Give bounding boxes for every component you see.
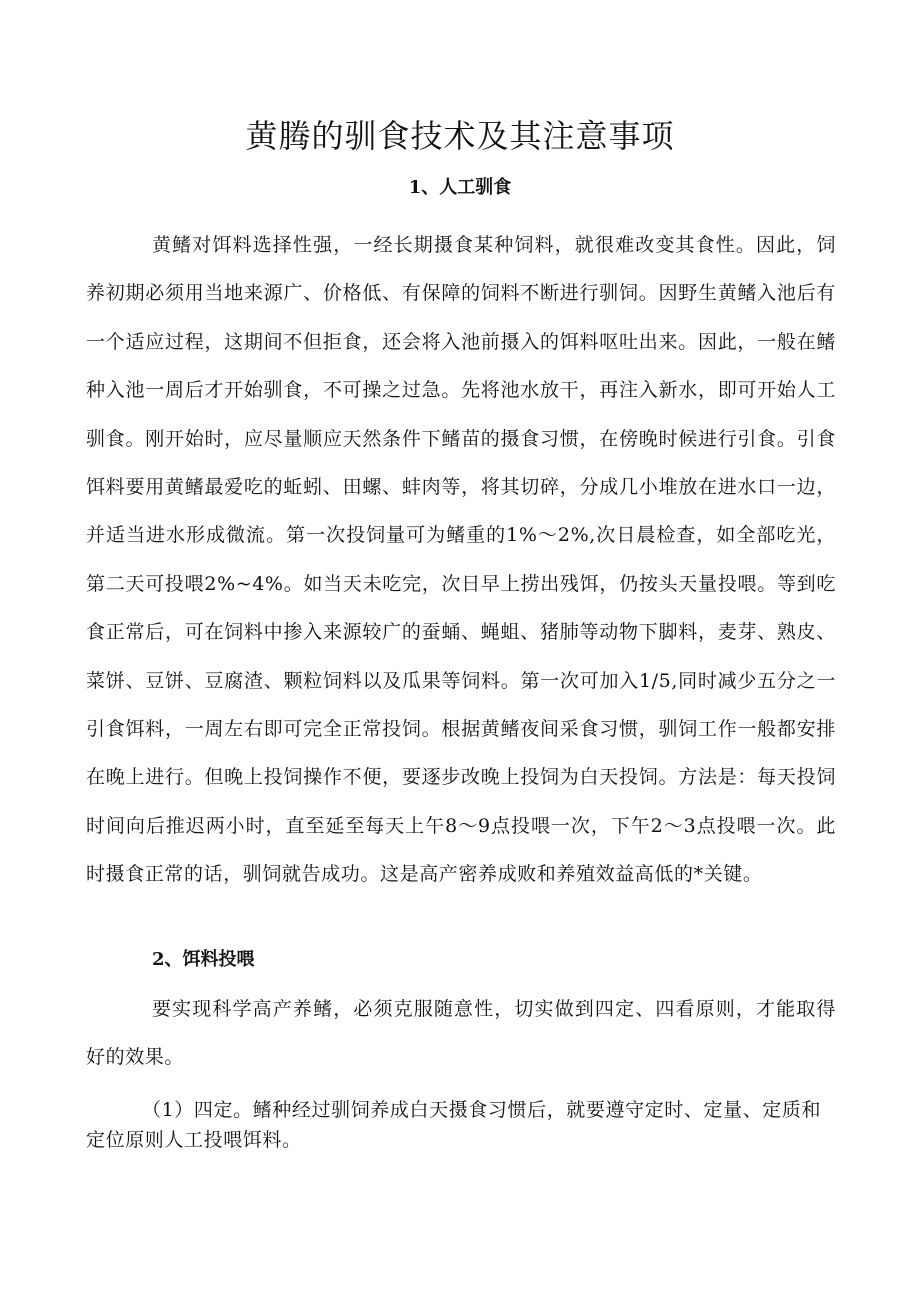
paragraph-four-fixed-principles: （1）四定。鳍种经过驯饲养成白天摄食习惯后，就要遵守定时、定量、定质和定位原则人工投喂饵料。 (86, 1099, 822, 1151)
paragraph-feed-delivery-intro: 要实现科学高产养鳍，必须克服随意性，切实做到四定、四看原则，才能取得好的效果。 (86, 998, 836, 1069)
section-heading-manual-feeding: 1、人工驯食 (408, 177, 512, 198)
section-heading-feed-delivery: 2、饵料投喂 (152, 949, 255, 970)
paragraph-manual-feeding: 黄鳍对饵料选择性强，一经长期摄食某种饲料，就很难改变其食性。因此，饲养初期必须用当地来源广、价格低、有保障的饲料不断进行驯饲。因野生黄鳍入池后有一个适应过程，这期间不但拒食，还会将入池前摄入的饵料呕吐出来。因此，一般在鳍种入池一周后才开始驯食，不可操之过急。先将池水放干，再注入新水，即可开始人工驯食。刚开始时，应尽量顺应天然条件下鳍苗的摄食习惯，在傍晚时候进行引食。引食饵料要用黄鳍最爱吃的蚯蚓、田螺、蚌肉等，将其切碎，分成几小堆放在进水口一边，并适当进水形成微流。第一次投饲量可为鳍重的1%～2%,次日晨检查，如全部吃光，第二天可投喂2%~4%。如当天未吃完，次日早上捞出残饵，仍按头天量投喂。等到吃食正常后，可在饲料中掺入来源较广的蚕蛹、蝇蛆、猪肺等动物下脚料，麦芽、熟皮、菜饼、豆饼、豆腐渣、颗粒饲料以及瓜果等饲料。第一次可加入1/5,同时减少五分之一引食饵料，一周左右即可完全正常投饲。根据黄鳍夜间采食习惯，驯饲工作一般都安排在晚上进行。但晚上投饲操作不便，要逐步改晚上投饲为白天投饲。方法是：每天投饲时间向后推迟两小时，直至延至每天上午8～9点投喂一次，下午2～3点投喂一次。此时摄食正常的话，驯饲就告成功。这是高产密养成败和养殖效益高低的*关键。 (86, 234, 836, 886)
document-title: 黄腾的驯食技术及其注意事项 (245, 117, 675, 155)
